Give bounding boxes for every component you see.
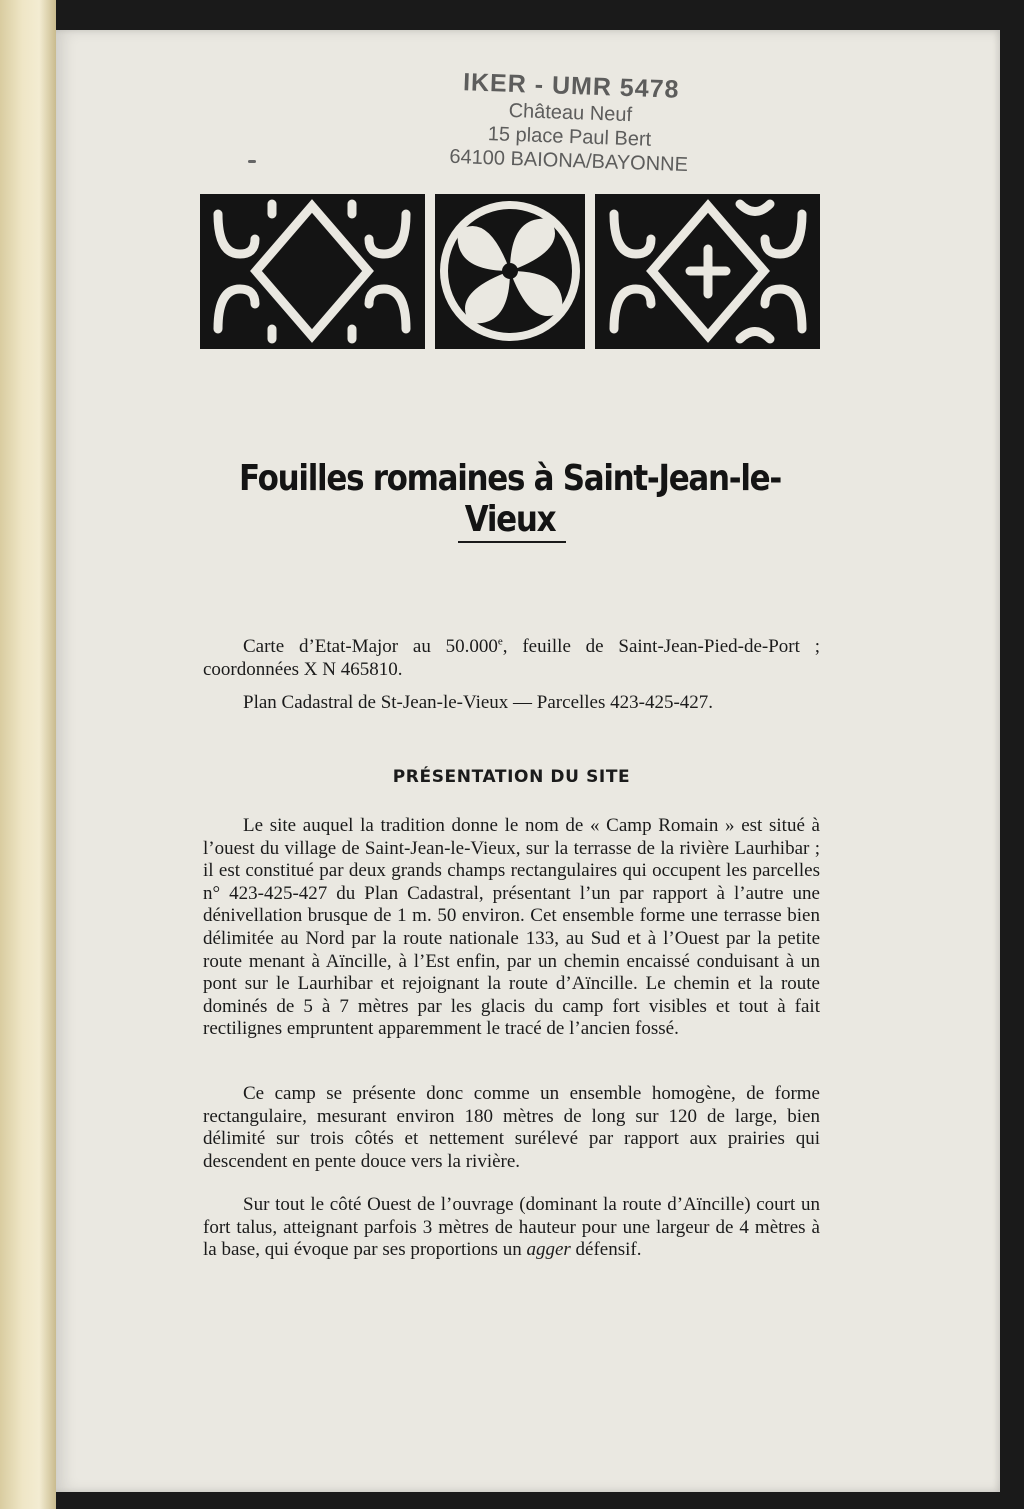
- section-heading: PRÉSENTATION DU SITE: [392, 767, 631, 787]
- frieze-center-lauburu: [440, 201, 580, 341]
- frieze-separator-left: [425, 194, 435, 349]
- stamp-line-4: 64100 BAIONA/BAYONNE: [449, 145, 689, 177]
- paragraph-3-text: Sur tout le côté Ouest de l’ouvrage (dominant la route d’Aïncille) court un fort talus, atteignant parfois 3 mètres de hauteur pour une largeur de 4 mètres à la base, qui évoque par ses proportions un: [203, 1194, 820, 1261]
- paragraph-3-text-end: défensif.: [570, 1239, 642, 1261]
- stamp-line-3: 15 place Paul Bert: [487, 123, 652, 151]
- paragraph-3-italic: agger: [526, 1239, 571, 1261]
- map-reference-text-cont: , feuille de Saint-Jean-Pied-de-Port ; coordonnées X N 465810.: [203, 636, 820, 680]
- map-reference-text: Carte d’Etat-Major au 50.000: [243, 636, 498, 657]
- stamp-line-2: Château Neuf: [508, 99, 633, 127]
- paragraph-1: [203, 815, 820, 1041]
- cadastre-reference: [203, 692, 820, 715]
- map-reference: [203, 636, 820, 681]
- paragraph-1-text: Le site auquel la tradition donne le nom de « Camp Romain » est situé à l’ouest du village de Saint-Jean-le-Vieux, sur la terrasse de la rivière Laurhibar ; il est constitué par deux grands champs rectangulaires qui occupent les parcelles n° 423-425-427 du Plan Cadastral, présentant l’un par rapport à l’autre une dénivellation brusque de 1 m. 50 environ. Cet ensemble forme une terrasse bien délimitée au Nord par la route nationale 133, au Sud et à l’Ouest par la petite route menant à Aïncille, à l’Est enfin, par un chemin encaissé conduisant à un pont sur le Laurhibar et rejoignant la route d’Aïncille. Le chemin et la route dominés de 5 à 7 mètres par les glacis du camp fort visibles et tout à fait rectilignes empruntent apparemment le tracé de l’ancien fossé.: [203, 815, 820, 1040]
- basque-ornament-frieze: [200, 194, 820, 349]
- ink-speck: [248, 160, 256, 163]
- cadastre-reference-text: Plan Cadastral de St-Jean-le-Vieux — Parcelles 423-425-427.: [243, 692, 714, 713]
- paragraph-2: [203, 1083, 820, 1173]
- document-title: Fouilles romaines à Saint-Jean-le-Vieux: [239, 458, 781, 540]
- title-underline: [458, 541, 566, 543]
- map-reference-superscript: e: [497, 635, 503, 648]
- library-stamp: [418, 67, 721, 178]
- paragraph-2-text: Ce camp se présente donc comme un ensemble homogène, de forme rectangulaire, mesurant environ 180 mètres de long sur 120 de large, bien délimité sur trois côtés et nettement surélevé par rapport aux prairies qui descendent en pente douce vers la rivière.: [203, 1083, 820, 1172]
- paragraph-3: [203, 1194, 820, 1262]
- stamp-line-1: IKER - UMR 5478: [462, 68, 680, 104]
- frieze-separator-right: [585, 194, 595, 349]
